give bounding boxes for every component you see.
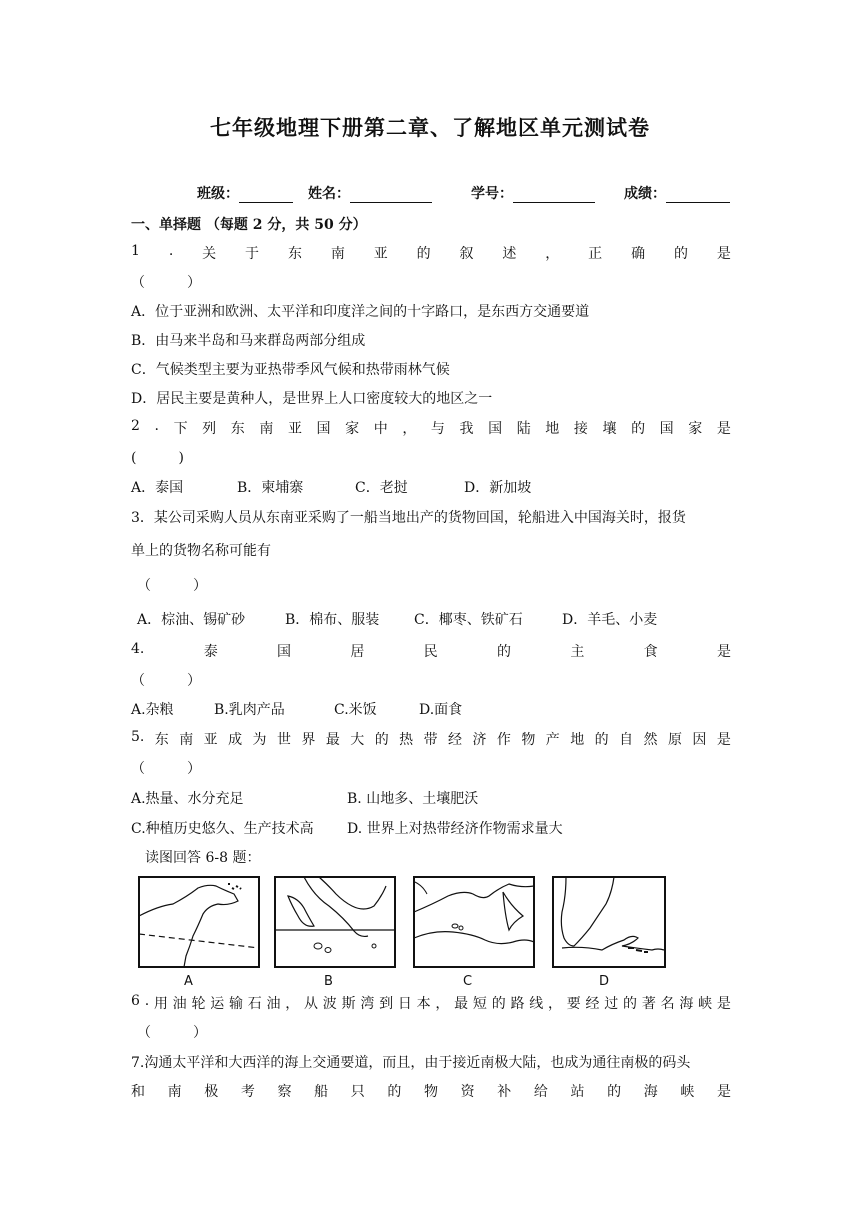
question-4-option-d[interactable]: D.面食 — [419, 702, 463, 718]
stem-char: 东 — [287, 246, 302, 262]
stem-char: 只 — [350, 1084, 365, 1100]
stem-char: 作 — [496, 732, 511, 748]
stem-char: . — [168, 243, 174, 259]
question-3-option-a[interactable]: A．棕油、锡矿砂 — [137, 612, 246, 628]
score-field[interactable]: 成绩： — [624, 183, 730, 203]
stem-char: ， — [545, 246, 560, 262]
question-3-stem-line1: 3．某公司采购人员从东南亚采购了一船当地出产的货物回国，轮船进入中国海关时，报货 — [131, 510, 686, 526]
stem-char: 运 — [210, 996, 225, 1012]
question-4-stem — [131, 641, 731, 661]
stem-char: 济 — [472, 732, 487, 748]
stem-char: 短 — [472, 996, 487, 1012]
stem-char: 是 — [716, 732, 731, 748]
score-blank[interactable] — [666, 188, 730, 203]
question-7-stem-line2 — [131, 1081, 731, 1101]
question-1-option-d[interactable]: D．居民主要是黄种人，是世界上人口密度较大的地区之一 — [131, 391, 493, 407]
stem-char: 的 — [497, 644, 511, 660]
question-5-stem — [131, 729, 731, 749]
question-2-stem — [131, 418, 731, 438]
stem-char: 的 — [387, 1084, 402, 1100]
stem-char: 地 — [570, 732, 585, 748]
stem-char: 家 — [345, 421, 360, 437]
stem-char: 壤 — [602, 421, 617, 437]
stem-char: 资 — [460, 1084, 475, 1100]
stem-char: 海 — [643, 1084, 658, 1100]
stem-char: 线 — [529, 996, 544, 1012]
question-2-option-a[interactable]: A．泰国 — [131, 480, 184, 496]
question-5-option-d[interactable]: D. 世界上对热带经济作物需求量大 — [347, 821, 563, 837]
stem-char: 热 — [399, 732, 414, 748]
name-field[interactable]: 姓名： — [308, 183, 432, 203]
stem-char: 物 — [521, 732, 536, 748]
question-2-option-d[interactable]: D．新加坡 — [464, 480, 532, 496]
stem-char: 过 — [604, 996, 619, 1012]
student-id-field[interactable]: 学号： — [471, 183, 595, 203]
question-1-option-c[interactable]: C．气候类型主要为亚热带季风气候和热带雨林气候 — [131, 362, 450, 378]
stem-char: 泰 — [203, 644, 218, 660]
stem-char: 著 — [641, 996, 656, 1012]
stem-char: 中 — [373, 421, 388, 437]
stem-char: 界 — [301, 732, 316, 748]
stem-char: 是 — [716, 246, 731, 262]
stem-char: 要 — [566, 996, 581, 1012]
stem-char: 经 — [585, 996, 600, 1012]
stem-char: 原 — [667, 732, 682, 748]
question-4-option-a[interactable]: A.杂粮 — [131, 702, 174, 718]
stem-char: 的 — [631, 421, 646, 437]
stem-char: 亚 — [203, 732, 218, 748]
stem-char: 亚 — [373, 246, 388, 262]
stem-char: 列 — [202, 421, 217, 437]
stem-char: 给 — [533, 1084, 548, 1100]
stem-char: 5. — [131, 729, 145, 745]
stem-char: 最 — [325, 732, 340, 748]
question-4-paren: （ ） — [131, 673, 201, 689]
stem-char: ， — [402, 421, 417, 437]
question-2-paren: ( ) — [131, 450, 184, 466]
stem-char: 南 — [259, 421, 274, 437]
stem-char: ， — [547, 996, 562, 1012]
stem-char: ， — [435, 996, 450, 1012]
stem-char: 峡 — [698, 996, 713, 1012]
question-6-stem — [131, 993, 731, 1013]
stem-char: 国 — [277, 644, 292, 660]
stem-char: 世 — [276, 732, 291, 748]
stem-char: 国 — [659, 421, 674, 437]
question-2-option-b[interactable]: B．柬埔寨 — [237, 480, 304, 496]
map-c — [413, 876, 535, 968]
stem-char: 波 — [322, 996, 337, 1012]
question-6-paren: （ ） — [137, 1025, 207, 1041]
stem-char: 路 — [510, 996, 525, 1012]
question-4-options — [131, 699, 731, 719]
map-label-c: C — [463, 974, 473, 989]
stem-char: 最 — [454, 996, 469, 1012]
stem-char: 日 — [397, 996, 412, 1012]
stem-char: 为 — [252, 732, 267, 748]
stem-char: 的 — [491, 996, 506, 1012]
stem-char: 湾 — [360, 996, 375, 1012]
stem-char: 居 — [350, 644, 365, 660]
stem-char: . — [154, 418, 159, 434]
stem-char: 于 — [245, 246, 260, 262]
stem-char: 海 — [679, 996, 694, 1012]
stem-char: 输 — [228, 996, 243, 1012]
stem-char: 站 — [570, 1084, 585, 1100]
stem-char: 家 — [688, 421, 703, 437]
question-2-options — [131, 477, 731, 497]
stem-char: 关 — [202, 246, 217, 262]
read-map-instruction: 读图回答 6-8 题： — [145, 850, 261, 866]
map-a — [138, 876, 260, 968]
stem-char: ， — [285, 996, 300, 1012]
stem-char: 的 — [374, 732, 389, 748]
stem-char: 民 — [423, 644, 438, 660]
class-blank[interactable] — [239, 188, 293, 203]
question-5-option-b[interactable]: B. 山地多、土壤肥沃 — [347, 791, 479, 807]
section-heading: 一、单择题 （每题 2 分，共 50 分） — [131, 217, 367, 233]
stem-char: 南 — [179, 732, 194, 748]
stem-char: 物 — [424, 1084, 438, 1100]
class-field[interactable]: 班级： — [197, 183, 293, 203]
stem-char: 的 — [607, 1084, 622, 1100]
stem-char: 到 — [379, 996, 394, 1012]
stem-char: 石 — [247, 996, 262, 1012]
stem-char: 因 — [692, 732, 707, 748]
student-info-row — [197, 183, 737, 205]
map-label-a: A — [184, 974, 193, 989]
stem-char: 油 — [172, 996, 187, 1012]
stem-char: 的 — [594, 732, 609, 748]
page-title: 七年级地理下册第二章、了解地区单元测试卷 — [210, 115, 650, 140]
stem-char: 是 — [716, 644, 731, 660]
stem-char: 下 — [173, 421, 188, 437]
map-b — [274, 876, 396, 968]
stem-char: 轮 — [191, 996, 206, 1012]
stem-char: 然 — [643, 732, 658, 748]
question-4-option-c[interactable]: C.米饭 — [334, 702, 377, 718]
stem-char: 用 — [153, 996, 168, 1012]
stem-char: 从 — [304, 996, 319, 1012]
stem-char: . — [144, 993, 150, 1009]
stem-char: 国 — [316, 421, 331, 437]
stem-char: 确 — [631, 246, 646, 262]
name-blank[interactable] — [350, 188, 432, 203]
stem-char: 1 — [131, 243, 140, 259]
stem-char: 南 — [330, 246, 345, 262]
stem-char: 极 — [204, 1084, 219, 1100]
question-7-stem-line1: 7.沟通太平洋和大西洋的海上交通要道，而且，由于接近南极大陆，也成为通往南极的码头 — [131, 1055, 691, 1071]
strait-maps — [134, 876, 674, 994]
stem-char: 与 — [430, 421, 445, 437]
question-1-stem — [131, 243, 731, 263]
stem-char: 产 — [545, 732, 560, 748]
stem-char: 峡 — [680, 1084, 695, 1100]
stem-char: 和 — [131, 1084, 145, 1100]
stem-char: 是 — [716, 421, 731, 437]
stem-char: 的 — [623, 996, 638, 1012]
question-3-option-b[interactable]: B．棉布、服装 — [285, 612, 380, 628]
stem-char: 接 — [573, 421, 588, 437]
question-3-option-c[interactable]: C．椰枣、铁矿石 — [414, 612, 523, 628]
question-4-option-b[interactable]: B.乳肉产品 — [214, 702, 285, 718]
stem-char: 2 — [131, 418, 140, 434]
question-1-paren: （ ） — [131, 275, 201, 291]
stem-char: 补 — [497, 1084, 512, 1100]
stem-char: 国 — [488, 421, 503, 437]
map-label-b: B — [324, 974, 333, 989]
question-5-options-row1 — [131, 788, 731, 808]
stem-char: 我 — [459, 421, 474, 437]
stem-char: 6 — [131, 993, 140, 1009]
id-blank[interactable] — [513, 188, 595, 203]
map-d — [552, 876, 666, 968]
stem-char: 大 — [350, 732, 365, 748]
stem-char: 的 — [416, 246, 431, 262]
stem-char: 叙 — [459, 246, 474, 262]
question-3-options — [131, 609, 731, 629]
stem-char: 亚 — [287, 421, 302, 437]
question-3-paren: （ ） — [137, 578, 207, 594]
question-5-option-c[interactable]: C.种植历史悠久、生产技术高 — [131, 821, 314, 837]
question-5-option-a[interactable]: A.热量、水分充足 — [131, 791, 244, 807]
stem-char: 船 — [314, 1084, 329, 1100]
stem-char: 是 — [716, 996, 731, 1012]
question-3-stem-line2: 单上的货物名称可能有 — [131, 543, 271, 559]
stem-char: 述 — [502, 246, 517, 262]
stem-char: 名 — [660, 996, 675, 1012]
stem-char: 东 — [154, 732, 169, 748]
question-2-option-c[interactable]: C．老挝 — [355, 480, 408, 496]
stem-char: 陆 — [516, 421, 531, 437]
stem-char: 南 — [167, 1084, 182, 1100]
stem-char: 东 — [230, 421, 245, 437]
question-1-option-a[interactable]: A．位于亚洲和欧洲、太平洋和印度洋之间的十字路口，是东西方交通要道 — [131, 304, 590, 320]
stem-char: 自 — [619, 732, 634, 748]
question-5-options-row2 — [131, 818, 731, 838]
stem-char: 考 — [240, 1084, 255, 1100]
stem-char: 带 — [423, 732, 438, 748]
question-1-option-b[interactable]: B．由马来半岛和马来群岛两部分组成 — [131, 333, 366, 349]
stem-char: 是 — [717, 1084, 731, 1100]
map-label-d: D — [599, 974, 610, 989]
stem-char: 正 — [588, 246, 603, 262]
stem-char: 察 — [277, 1084, 292, 1100]
stem-char: 成 — [228, 732, 243, 748]
stem-char: 斯 — [341, 996, 356, 1012]
question-5-paren: （ ） — [131, 761, 201, 777]
stem-char: 地 — [545, 421, 560, 437]
stem-char: 本 — [416, 996, 431, 1012]
stem-char: 主 — [570, 644, 585, 660]
stem-char: 4. — [131, 641, 145, 657]
question-3-option-d[interactable]: D．羊毛、小麦 — [562, 612, 658, 628]
stem-char: 油 — [266, 996, 281, 1012]
stem-char: 的 — [673, 246, 688, 262]
stem-char: 经 — [448, 732, 463, 748]
stem-char: 食 — [643, 644, 658, 660]
